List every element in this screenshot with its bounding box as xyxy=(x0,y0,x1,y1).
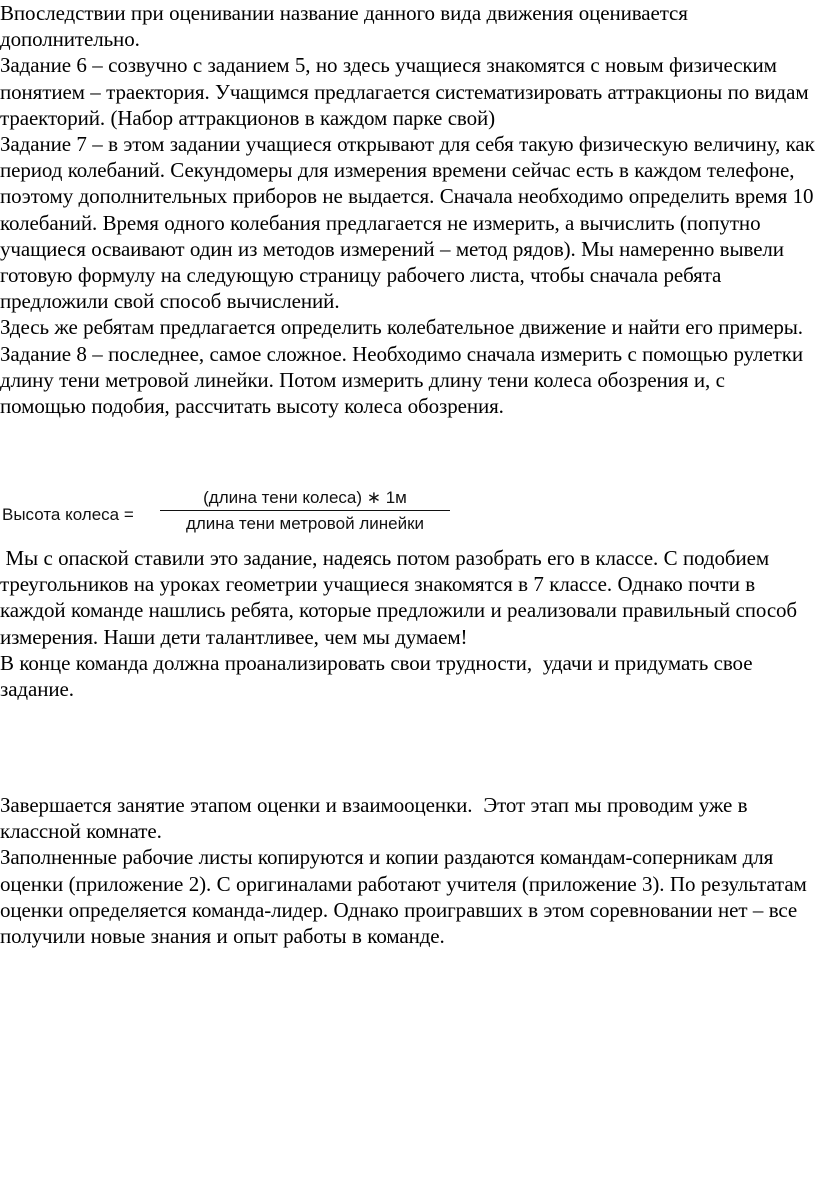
formula-lhs: Высота колеса = xyxy=(2,505,134,524)
paragraph: Задание 8 – последнее, самое сложное. Необходимо сначала измерить с помощью рулетки длину тени метровой линейки. Потом измерить длину тени колеса обозрения и, с помощью подобия, рассчитать высоту колеса обозрения. xyxy=(0,341,803,419)
paragraph: Задание 6 – созвучно с заданием 5, но здесь учащиеся знакомятся с новым физическим понятием – траектория. Учащимся предлагается систематизировать аттракционы по видам траекторий. (Набор аттракционов в каждом парке свой) xyxy=(0,53,809,130)
text-block-bottom xyxy=(0,792,816,949)
paragraph: Задание 7 – в этом задании учащиеся открывают для себя такую физическую величину, как период колебаний. Секундомеры для измерения времени сейчас есть в каждом телефоне, поэтому дополнительных приборов не выдается. Сначала необходимо определить время 10 колебаний. Время одного колебания предлагается не измерить, а вычислить (попутно учащиеся осваивают один из методов измерений – метод рядов). Мы намеренно вывели готовую формулу на следующую страницу рабочего листа, чтобы сначала ребята предложили свой способ вычислений. xyxy=(0,132,815,314)
paragraph: Здесь же ребятам предлагается определить колебательное движение и найти его примеры. xyxy=(0,315,803,340)
fraction-bar xyxy=(160,510,450,511)
paragraph: Мы с опаской ставили это задание, надеясь потом разобрать его в классе. С подобием треугольников на уроках геометрии учащиеся знакомятся в 7 классе. Однако почти в каждой команде нашлись ребята, которые предложили и реализовали правильный способ измерения. Наши дети талантливее, чем мы думаем! xyxy=(0,546,803,649)
paragraph: Заполненные рабочие листы копируются и копии раздаются командам-соперникам для оценки (приложение 2). С оригиналами работают учителя (приложение 3). По результатам оценки определяется команда-лидер. Однако проигравших в этом соревновании нет – все получили новые знания и опыт работы в команде. xyxy=(0,845,807,949)
paragraph: В конце команда должна проанализировать свои трудности, удачи и придумать свое задание. xyxy=(0,650,758,702)
formula-numerator: (длина тени колеса) ∗ 1м xyxy=(203,488,407,507)
wheel-height-formula xyxy=(2,487,462,545)
text-block-middle xyxy=(0,545,816,702)
text-block-top xyxy=(0,0,816,419)
formula-fraction xyxy=(160,487,450,535)
formula-denominator: длина тени метровой линейки xyxy=(185,514,425,533)
paragraph: Завершается занятие этапом оценки и взаимооценки. Этот этап мы проводим уже в классной комнате. xyxy=(0,793,753,844)
paragraph: Впоследствии при оценивании название данного вида движения оценивается дополнительно. xyxy=(0,1,688,52)
